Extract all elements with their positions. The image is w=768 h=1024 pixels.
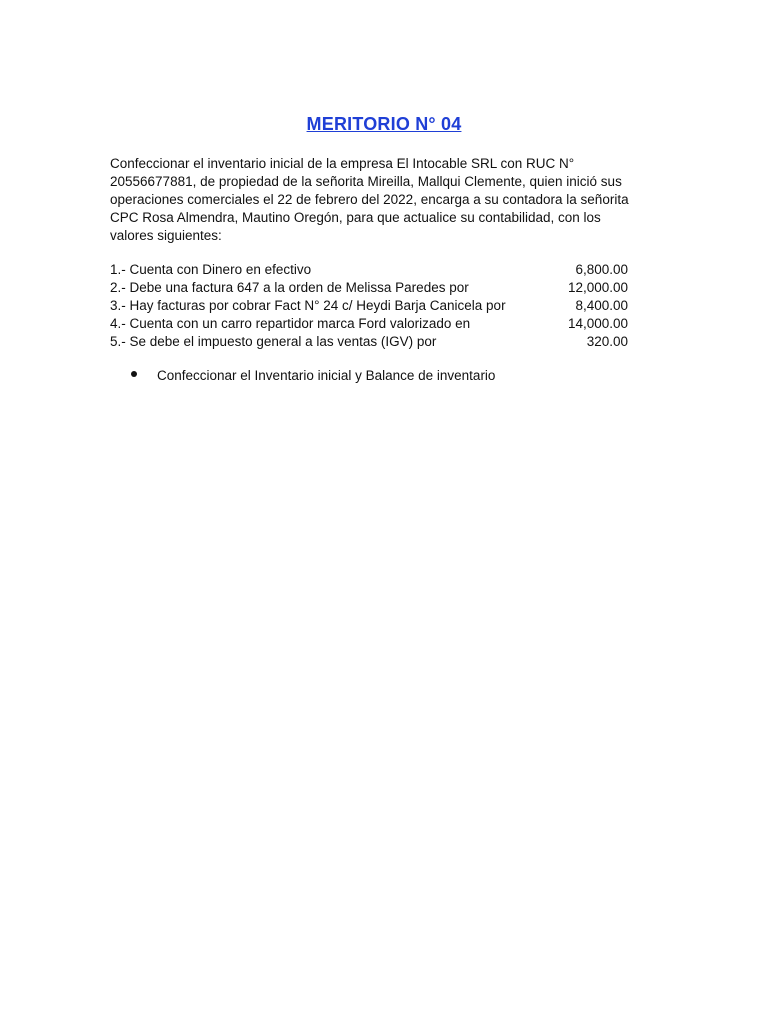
intro-line: operaciones comerciales el 22 de febrero del 2022, encarga a su contadora la señorita	[110, 192, 629, 207]
list-item	[110, 261, 630, 279]
item-amount: 12,000.00	[567, 280, 628, 295]
item-amount: 320.00	[586, 334, 628, 349]
intro-line: valores siguientes:	[110, 228, 222, 243]
item-amount: 6,800.00	[575, 262, 628, 277]
item-description: 3.- Hay facturas por cobrar Fact N° 24 c/ Heydi Barja Canicela por	[110, 298, 506, 313]
list-item	[110, 315, 630, 333]
intro-paragraph	[110, 155, 655, 245]
values-list	[110, 261, 630, 351]
document-title: MERITORIO N° 04	[306, 114, 462, 134]
list-item	[110, 279, 630, 297]
item-description: 2.- Debe una factura 647 a la orden de Melissa Paredes por	[110, 280, 469, 295]
item-description: 5.- Se debe el impuesto general a las ventas (IGV) por	[110, 334, 437, 349]
intro-line: Confeccionar el inventario inicial de la empresa El Intocable SRL con RUC N°	[110, 156, 575, 171]
bullet-item	[131, 367, 495, 385]
bullet-text: Confeccionar el Inventario inicial y Balance de inventario	[157, 368, 496, 383]
list-item	[110, 333, 630, 351]
item-amount: 14,000.00	[567, 316, 628, 331]
item-description: 1.- Cuenta con Dinero en efectivo	[110, 262, 312, 277]
item-description: 4.- Cuenta con un carro repartidor marca Ford valorizado en	[110, 316, 471, 331]
intro-line: 20556677881, de propiedad de la señorita Mireilla, Mallqui Clemente, quien inició sus	[110, 174, 622, 189]
bullet-icon	[131, 371, 137, 377]
list-item	[110, 297, 630, 315]
intro-line: CPC Rosa Almendra, Mautino Oregón, para que actualice su contabilidad, con los	[110, 210, 601, 225]
item-amount: 8,400.00	[575, 298, 628, 313]
